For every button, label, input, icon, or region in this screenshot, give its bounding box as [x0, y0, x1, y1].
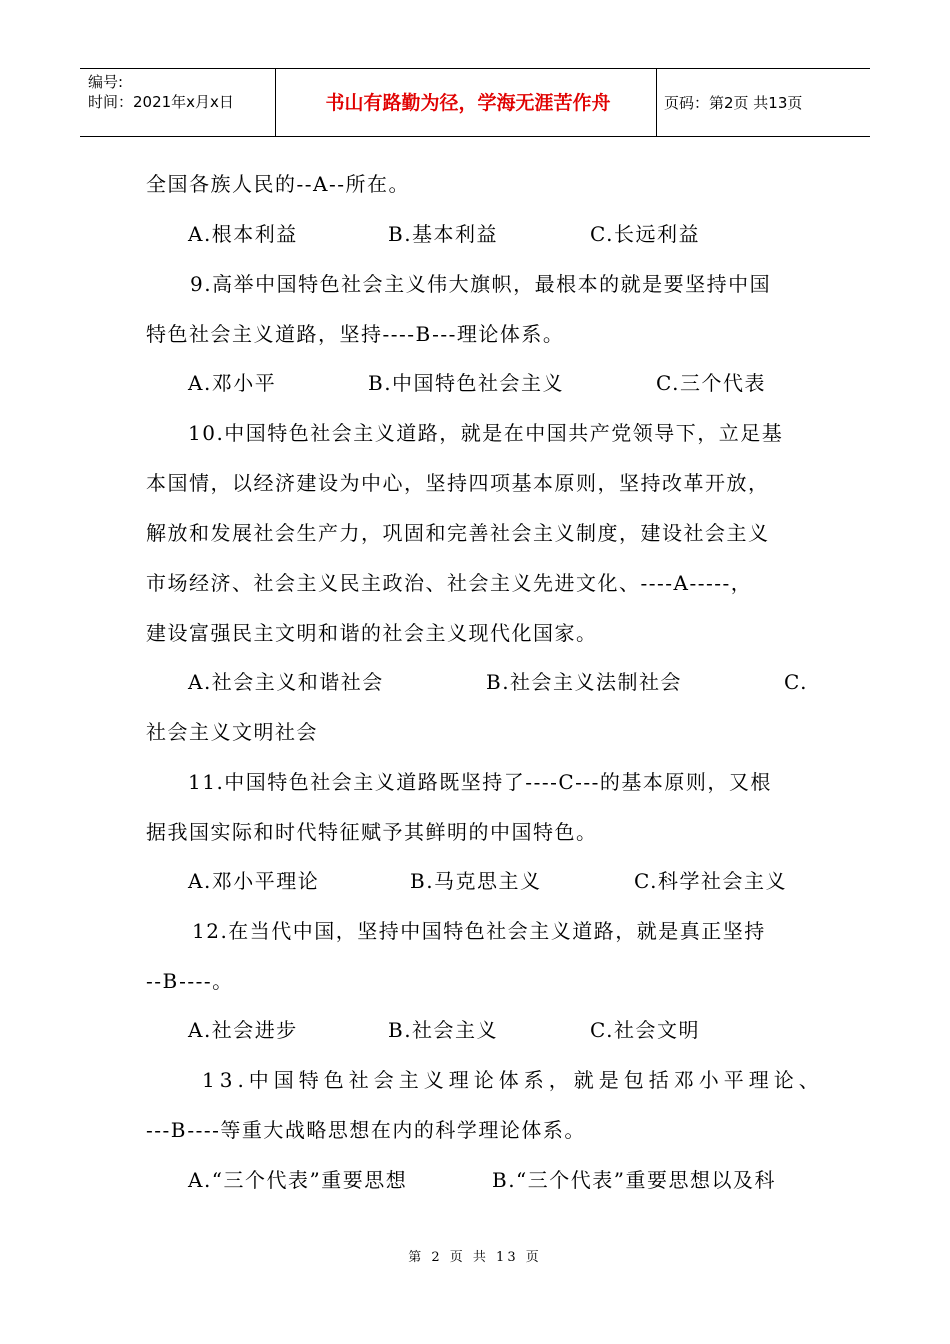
page-header: [80, 68, 870, 136]
option-c: C.长远利益: [590, 222, 700, 246]
question-9: 9.高举中国特色社会主义伟大旗帜，最根本的就是要坚持中国: [190, 272, 772, 296]
option-b: B.社会主义法制社会: [486, 670, 683, 694]
text-line: --B----。: [146, 969, 234, 993]
option-c: C.科学社会主义: [634, 869, 787, 893]
text-line: 建设富强民主文明和谐的社会主义现代化国家。: [146, 621, 598, 645]
text-line: 解放和发展社会生产力，巩固和完善社会主义制度，建设社会主义: [146, 521, 770, 545]
header-left-cell: [88, 72, 234, 112]
question-11: 11.中国特色社会主义道路既坚持了----C---的基本原则，又根: [188, 770, 772, 794]
option-a: A.社会进步: [188, 1018, 298, 1042]
header-divider-right: [656, 68, 657, 136]
option-b: B.中国特色社会主义: [368, 371, 565, 395]
text-line: 特色社会主义道路，坚持----B---理论体系。: [146, 322, 565, 346]
text-line: 社会主义文明社会: [146, 720, 318, 744]
option-a: A.邓小平: [188, 371, 277, 395]
question-10: 10.中国特色社会主义道路，就是在中国共产党领导下，立足基: [188, 421, 784, 445]
text-line: 本国情，以经济建设为中心，坚持四项基本原则，坚持改革开放，: [146, 471, 770, 495]
option-a: A.“三个代表”重要思想: [188, 1168, 408, 1192]
text-line: 全国各族人民的--A--所在。: [146, 172, 410, 196]
page-footer: 第 2 页 共 13 页: [408, 1250, 542, 1265]
option-b: B.马克思主义: [410, 869, 542, 893]
option-b: B.基本利益: [388, 222, 499, 246]
question-12: 12.在当代中国，坚持中国特色社会主义道路，就是真正坚持: [192, 919, 766, 943]
option-a: A.邓小平理论: [188, 869, 320, 893]
option-b: B.社会主义: [388, 1018, 499, 1042]
header-top-rule: [80, 68, 870, 69]
option-c: C.社会文明: [590, 1018, 700, 1042]
text-line: 市场经济、社会主义民主政治、社会主义先进文化、----A-----，: [146, 571, 753, 595]
option-a: A.根本利益: [188, 222, 298, 246]
header-divider-left: [275, 68, 276, 136]
text-line: ---B----等重大战略思想在内的科学理论体系。: [146, 1118, 586, 1142]
question-13: 13.中国特色社会主义理论体系，就是包括邓小平理论、: [202, 1068, 824, 1092]
option-c: C.三个代表: [656, 371, 766, 395]
number-label: 编号:: [88, 73, 124, 91]
option-b: B.“三个代表”重要思想以及科: [492, 1168, 777, 1192]
time-label: 时间：2021年x月x日: [88, 93, 234, 111]
option-c: C.: [784, 670, 808, 694]
motto: 书山有路勤为径，学海无涯苦作舟: [325, 92, 611, 114]
header-bottom-rule: [80, 136, 870, 137]
page-info: 页码：第2页 共13页: [664, 94, 803, 112]
text-line: 据我国实际和时代特征赋予其鲜明的中国特色。: [146, 820, 598, 844]
option-a: A.社会主义和谐社会: [188, 670, 384, 694]
